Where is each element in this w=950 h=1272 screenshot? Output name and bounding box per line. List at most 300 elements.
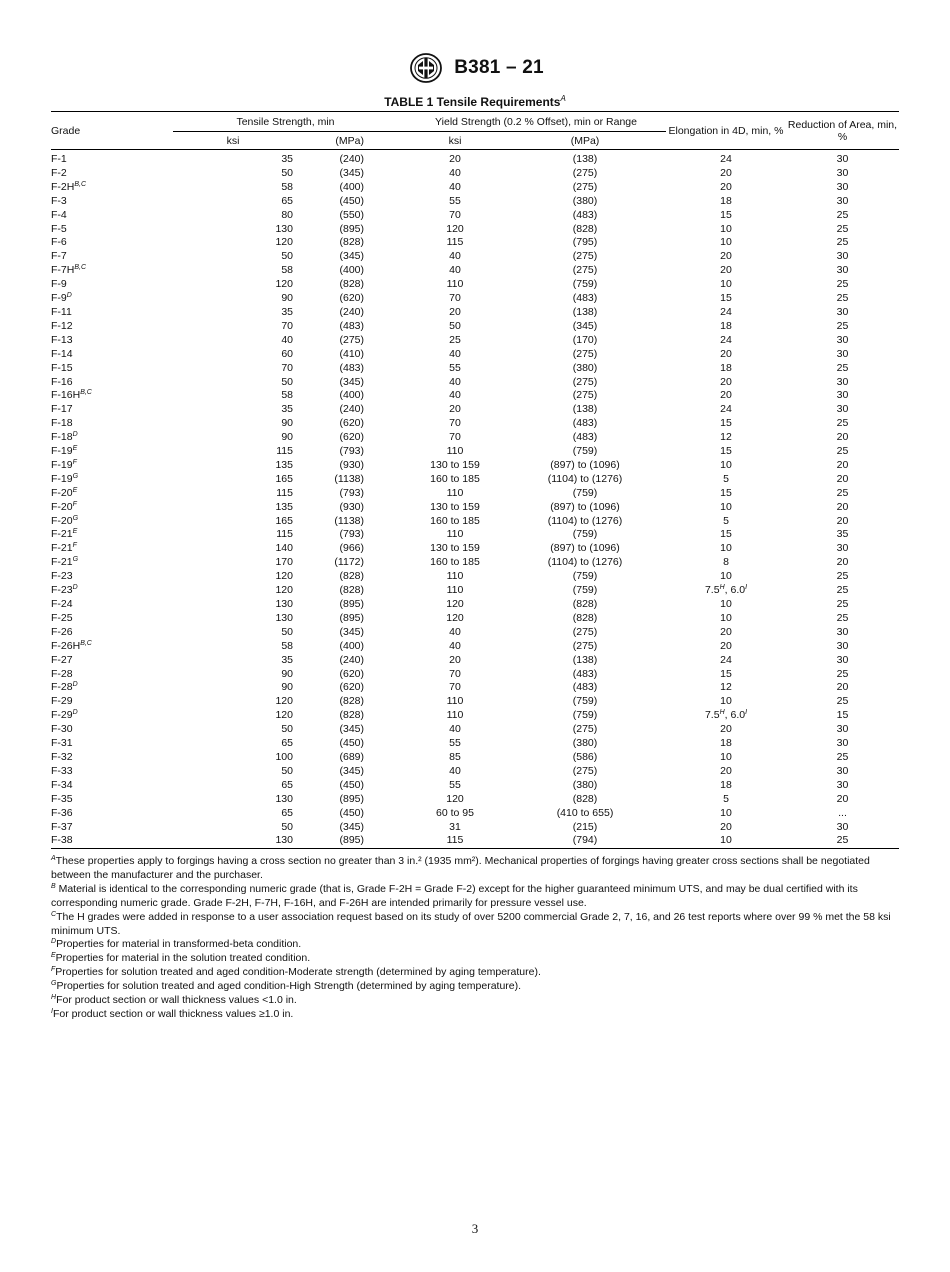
cell-yield-mpa	[504, 779, 666, 793]
tensile-mpa-value: (620)	[339, 431, 364, 444]
table-row	[51, 709, 899, 723]
yield-ksi-value: 110	[446, 570, 464, 583]
cell-grade	[51, 807, 173, 821]
elongation-value: 10	[720, 598, 732, 610]
cell-yield-ksi	[406, 334, 504, 348]
yield-ksi-value: 110	[446, 709, 464, 722]
elongation-value: 15	[720, 528, 732, 541]
grade-label: F-30	[51, 723, 73, 736]
cell-grade	[51, 459, 173, 473]
reduction-of-area-value: ...	[838, 806, 847, 819]
cell-tensile-ksi	[173, 150, 293, 167]
cell-reduction-of-area	[786, 403, 899, 417]
grade-label: F-17	[51, 403, 73, 416]
tensile-ksi-value: 120	[275, 709, 293, 722]
yield-ksi-value: 110	[446, 445, 464, 458]
yield-ksi-value: 40	[449, 250, 461, 263]
reduction-of-area-value: 30	[836, 542, 849, 555]
cell-elongation	[666, 598, 786, 612]
yield-mpa-value: (275)	[572, 723, 598, 736]
cell-tensile-mpa	[293, 417, 406, 431]
cell-yield-mpa	[504, 487, 666, 501]
cell-tensile-ksi	[173, 487, 293, 501]
cell-grade	[51, 150, 173, 167]
table-row	[51, 306, 899, 320]
cell-reduction-of-area	[786, 626, 899, 640]
elongation-value: 5	[723, 514, 729, 527]
reduction-of-area-value: 25	[836, 570, 849, 583]
cell-reduction-of-area	[786, 556, 899, 570]
table-row	[51, 751, 899, 765]
grade-label: F-32	[51, 750, 73, 763]
elongation-value: 10	[720, 611, 732, 624]
yield-ksi-value: 70	[449, 208, 461, 221]
tensile-ksi-value: 50	[281, 625, 293, 638]
tensile-mpa-value: (689)	[339, 750, 364, 763]
reduction-of-area-value: 30	[836, 180, 849, 193]
yield-mpa-value: (828)	[572, 222, 598, 235]
cell-tensile-ksi	[173, 779, 293, 793]
yield-mpa-value: (483)	[572, 208, 598, 221]
grade-footnote-mark: B,C	[74, 180, 87, 188]
table-row	[51, 584, 899, 598]
table-row	[51, 779, 899, 793]
yield-ksi-value: 20	[449, 653, 461, 666]
tensile-ksi-value: 130	[275, 834, 293, 847]
elongation-value: 24	[720, 153, 732, 165]
reduction-of-area-value: 30	[836, 403, 849, 416]
cell-elongation	[666, 278, 786, 292]
yield-mpa-value: (483)	[572, 292, 598, 305]
elongation-value: 20	[720, 820, 732, 833]
table-row	[51, 793, 899, 807]
footnote-mark: B	[51, 882, 56, 890]
reduction-of-area-value: 25	[836, 834, 849, 847]
yield-ksi-value: 40	[449, 625, 461, 638]
cell-yield-mpa	[504, 320, 666, 334]
elongation-value: 10	[720, 222, 732, 235]
reduction-of-area-value: 30	[836, 737, 849, 750]
cell-reduction-of-area	[786, 612, 899, 626]
cell-elongation	[666, 223, 786, 237]
yield-ksi-value: 110	[446, 584, 464, 597]
yield-ksi-value: 40	[449, 723, 461, 736]
cell-elongation	[666, 459, 786, 473]
cell-tensile-mpa	[293, 320, 406, 334]
cell-elongation	[666, 723, 786, 737]
cell-tensile-ksi	[173, 306, 293, 320]
cell-grade	[51, 473, 173, 487]
cell-reduction-of-area	[786, 668, 899, 682]
table-row	[51, 515, 899, 529]
cell-grade	[51, 626, 173, 640]
cell-grade	[51, 389, 173, 403]
cell-reduction-of-area	[786, 167, 899, 181]
cell-elongation	[666, 167, 786, 181]
cell-reduction-of-area	[786, 640, 899, 654]
reduction-of-area-value: 25	[836, 361, 849, 374]
cell-yield-ksi	[406, 389, 504, 403]
grade-label: F-5	[51, 222, 67, 235]
cell-grade	[51, 348, 173, 362]
table-row	[51, 376, 899, 390]
yield-mpa-value: (275)	[572, 764, 598, 777]
grade-label: F-37	[51, 820, 73, 833]
grade-label: F-4	[51, 208, 67, 221]
document-header	[0, 52, 950, 84]
cell-tensile-mpa	[293, 668, 406, 682]
cell-yield-ksi	[406, 250, 504, 264]
elongation-value: 15	[720, 208, 732, 221]
yield-ksi-value: 130 to 159	[430, 542, 480, 555]
tensile-mpa-value: (828)	[339, 709, 364, 722]
cell-grade	[51, 528, 173, 542]
grade-label: F-7H	[51, 264, 75, 277]
footnote	[51, 1008, 901, 1022]
cell-yield-mpa	[504, 542, 666, 556]
cell-tensile-mpa	[293, 723, 406, 737]
cell-elongation	[666, 515, 786, 529]
cell-tensile-mpa	[293, 779, 406, 793]
cell-elongation	[666, 348, 786, 362]
cell-tensile-mpa	[293, 570, 406, 584]
reduction-of-area-value: 30	[836, 194, 849, 207]
cell-reduction-of-area	[786, 223, 899, 237]
cell-grade	[51, 668, 173, 682]
cell-reduction-of-area	[786, 250, 899, 264]
reduction-of-area-value: 30	[836, 375, 849, 388]
cell-elongation	[666, 473, 786, 487]
cell-yield-mpa	[504, 515, 666, 529]
cell-grade	[51, 195, 173, 209]
grade-label: F-16H	[51, 389, 81, 402]
reduction-of-area-value: 30	[836, 264, 849, 277]
yield-mpa-value: (483)	[572, 681, 598, 694]
column-header-elongation: Elongation in 4D, min, %	[668, 124, 784, 137]
footnote	[51, 938, 901, 952]
cell-yield-ksi	[406, 264, 504, 278]
cell-yield-mpa	[504, 209, 666, 223]
elongation-value: 24	[720, 653, 732, 666]
reduction-of-area-value: 20	[836, 792, 849, 805]
cell-grade	[51, 250, 173, 264]
table-row	[51, 737, 899, 751]
elongation-value: 10	[720, 236, 732, 249]
table-row	[51, 654, 899, 668]
grade-label: F-11	[51, 305, 72, 318]
yield-mpa-value: (759)	[572, 445, 598, 458]
table-row	[51, 236, 899, 250]
yield-ksi-value: 40	[449, 264, 461, 277]
tensile-mpa-value: (400)	[339, 389, 364, 402]
footnote-text: Material is identical to the corresponding numeric grade (that is, Grade F-2H = Grade F-2) except for the higher guaranteed minimum UTS, and may be dual certified with its corresponding numeric grade. Grade F-2H, F-7H, F-16H, and F-26H are intended primarily for pressure vessel use.	[51, 882, 858, 909]
reduction-of-area-value: 25	[836, 584, 849, 597]
cell-yield-mpa	[504, 654, 666, 668]
cell-tensile-ksi	[173, 723, 293, 737]
elongation-value: 18	[720, 361, 732, 374]
cell-elongation	[666, 195, 786, 209]
table-row	[51, 834, 899, 848]
cell-yield-ksi	[406, 167, 504, 181]
cell-reduction-of-area	[786, 751, 899, 765]
cell-tensile-ksi	[173, 556, 293, 570]
cell-elongation	[666, 695, 786, 709]
cell-yield-ksi	[406, 668, 504, 682]
table-row	[51, 264, 899, 278]
cell-elongation	[666, 431, 786, 445]
yield-ksi-value: 110	[446, 528, 464, 541]
grade-footnote-mark: G	[72, 472, 79, 480]
cell-yield-mpa	[504, 167, 666, 181]
cell-reduction-of-area	[786, 821, 899, 835]
cell-yield-ksi	[406, 654, 504, 668]
cell-tensile-ksi	[173, 348, 293, 362]
page-number: 3	[471, 1221, 479, 1236]
yield-ksi-value: 160 to 185	[430, 472, 480, 485]
cell-tensile-ksi	[173, 598, 293, 612]
yield-mpa-value: (1104) to (1276)	[547, 472, 623, 485]
grade-footnote-mark: D	[72, 709, 78, 717]
table-title: TABLE 1 Tensile Requirements$^A$	[384, 94, 566, 109]
cell-reduction-of-area	[786, 195, 899, 209]
tensile-mpa-value: (240)	[339, 305, 364, 318]
cell-yield-mpa	[504, 556, 666, 570]
cell-yield-mpa	[504, 389, 666, 403]
cell-tensile-ksi	[173, 403, 293, 417]
grade-label: F-20	[51, 486, 73, 499]
table-body	[51, 150, 899, 849]
cell-yield-mpa	[504, 626, 666, 640]
reduction-of-area-value: 30	[836, 778, 849, 791]
cell-reduction-of-area	[786, 292, 899, 306]
cell-tensile-mpa	[293, 334, 406, 348]
cell-yield-ksi	[406, 417, 504, 431]
cell-grade	[51, 487, 173, 501]
elongation-value: 10	[720, 806, 732, 819]
cell-tensile-ksi	[173, 431, 293, 445]
column-header-grade: Grade	[51, 124, 81, 137]
tensile-ksi-value: 90	[281, 417, 293, 430]
elongation-value: 15	[720, 667, 732, 680]
yield-ksi-value: 160 to 185	[430, 514, 480, 527]
cell-reduction-of-area	[786, 348, 899, 362]
table-footnotes	[51, 855, 901, 1022]
reduction-of-area-value: 30	[836, 347, 849, 360]
tensile-ksi-value: 35	[281, 403, 293, 416]
cell-yield-ksi	[406, 362, 504, 376]
grade-label: F-26H	[51, 639, 81, 652]
grade-footnote-mark: G	[72, 556, 79, 564]
tensile-mpa-value: (240)	[339, 403, 364, 416]
yield-mpa-value: (759)	[572, 528, 598, 541]
cell-grade	[51, 403, 173, 417]
grade-footnote-mark: G	[72, 514, 79, 522]
reduction-of-area-value: 30	[836, 625, 849, 638]
cell-yield-ksi	[406, 501, 504, 515]
cell-yield-ksi	[406, 584, 504, 598]
footnote	[51, 911, 901, 939]
cell-yield-mpa	[504, 403, 666, 417]
cell-yield-mpa	[504, 445, 666, 459]
cell-yield-mpa	[504, 737, 666, 751]
reduction-of-area-value: 20	[836, 556, 849, 569]
elongation-footnote-mark: H	[719, 584, 725, 592]
grade-label: F-29	[51, 709, 73, 722]
reduction-of-area-value: 30	[836, 166, 849, 179]
cell-elongation	[666, 668, 786, 682]
cell-yield-ksi	[406, 695, 504, 709]
tensile-ksi-value: 90	[281, 667, 293, 680]
elongation-value: 20	[720, 250, 732, 263]
cell-reduction-of-area	[786, 695, 899, 709]
yield-mpa-value: (794)	[572, 834, 598, 847]
yield-ksi-value: 110	[446, 278, 464, 291]
tensile-ksi-value: 100	[275, 750, 293, 763]
reduction-of-area-value: 30	[836, 653, 849, 666]
cell-tensile-ksi	[173, 821, 293, 835]
table-row	[51, 292, 899, 306]
footnote	[51, 952, 901, 966]
table-row	[51, 445, 899, 459]
tensile-ksi-value: 65	[281, 806, 293, 819]
cell-yield-mpa	[504, 793, 666, 807]
reduction-of-area-value: 20	[836, 431, 849, 444]
tensile-ksi-value: 50	[281, 723, 293, 736]
cell-tensile-ksi	[173, 681, 293, 695]
cell-yield-mpa	[504, 528, 666, 542]
reduction-of-area-value: 25	[836, 222, 849, 235]
tensile-ksi-value: 130	[275, 598, 293, 610]
cell-tensile-mpa	[293, 640, 406, 654]
cell-tensile-ksi	[173, 250, 293, 264]
cell-yield-mpa	[504, 681, 666, 695]
tensile-ksi-value: 58	[281, 639, 293, 652]
grade-label: F-25	[51, 611, 73, 624]
cell-grade	[51, 264, 173, 278]
reduction-of-area-value: 30	[836, 639, 849, 652]
tensile-ksi-value: 90	[281, 681, 293, 694]
tensile-mpa-value: (345)	[339, 625, 364, 638]
cell-elongation	[666, 501, 786, 515]
footnote	[51, 883, 901, 911]
cell-reduction-of-area	[786, 362, 899, 376]
cell-yield-mpa	[504, 765, 666, 779]
reduction-of-area-value: 25	[836, 236, 849, 249]
cell-yield-mpa	[504, 709, 666, 723]
tensile-mpa-value: (793)	[339, 445, 364, 458]
table-row	[51, 542, 899, 556]
footnote	[51, 966, 901, 980]
cell-yield-ksi	[406, 292, 504, 306]
cell-yield-ksi	[406, 445, 504, 459]
grade-label: F-9	[51, 278, 67, 291]
yield-mpa-value: (759)	[572, 695, 598, 708]
reduction-of-area-value: 30	[836, 820, 849, 833]
footnote-text: These properties apply to forgings having a cross section no greater than 3 in.² (1935 mm²). Mechanical properties of forgings having greater cross sections shall be negotiated between the manufacturer and the purchaser.	[51, 855, 870, 881]
elongation-value: 15	[720, 445, 732, 458]
cell-elongation	[666, 487, 786, 501]
cell-elongation	[666, 250, 786, 264]
table-row	[51, 150, 899, 167]
cell-yield-mpa	[504, 195, 666, 209]
cell-reduction-of-area	[786, 542, 899, 556]
reduction-of-area-value: 25	[836, 486, 849, 499]
yield-ksi-value: 20	[449, 153, 461, 165]
elongation-value: 10	[720, 278, 732, 291]
cell-tensile-mpa	[293, 264, 406, 278]
tensile-mpa-value: (483)	[339, 319, 364, 332]
cell-elongation	[666, 570, 786, 584]
footnote	[51, 980, 901, 994]
cell-reduction-of-area	[786, 515, 899, 529]
cell-yield-ksi	[406, 779, 504, 793]
table-row	[51, 209, 899, 223]
table-row	[51, 320, 899, 334]
footnote-mark: H	[51, 994, 57, 1002]
cell-reduction-of-area	[786, 417, 899, 431]
grade-label: F-26	[51, 625, 73, 638]
cell-grade	[51, 223, 173, 237]
elongation-value: 8	[723, 556, 729, 569]
cell-elongation	[666, 765, 786, 779]
cell-yield-ksi	[406, 306, 504, 320]
cell-tensile-ksi	[173, 334, 293, 348]
cell-tensile-ksi	[173, 515, 293, 529]
grade-footnote-mark: D	[72, 681, 78, 689]
grade-label: F-9	[51, 292, 67, 305]
footnote-text: Properties for material in transformed-beta condition.	[56, 938, 302, 951]
elongation-footnote-mark: I	[745, 584, 748, 592]
table-row	[51, 167, 899, 181]
cell-reduction-of-area	[786, 376, 899, 390]
cell-yield-mpa	[504, 751, 666, 765]
elongation-value: 20	[720, 764, 732, 777]
tensile-ksi-value: 70	[281, 319, 293, 332]
tensile-ksi-value: 165	[275, 472, 293, 485]
astm-logo-icon	[406, 52, 446, 84]
cell-yield-ksi	[406, 834, 504, 848]
reduction-of-area-value: 20	[836, 472, 849, 485]
unit-header-yield-mpa: (MPa)	[570, 134, 600, 147]
reduction-of-area-value: 30	[836, 764, 849, 777]
cell-grade	[51, 278, 173, 292]
footnote-mark: E	[51, 952, 56, 960]
grade-label: F-21	[51, 542, 73, 555]
yield-ksi-value: 160 to 185	[430, 556, 480, 569]
grade-label: F-18	[51, 431, 73, 444]
elongation-value: 20	[720, 639, 732, 652]
tensile-ksi-value: 90	[281, 292, 293, 305]
cell-tensile-ksi	[173, 362, 293, 376]
yield-mpa-value: (483)	[572, 417, 598, 430]
cell-grade	[51, 556, 173, 570]
table-row	[51, 362, 899, 376]
tensile-mpa-value: (930)	[339, 458, 364, 471]
yield-mpa-value: (170)	[572, 333, 598, 346]
reduction-of-area-value: 30	[836, 389, 849, 402]
footnote-text: The H grades were added in response to a user association request based on its study of over 5200 commercial Grade 2, 7, 16, and 26 test reports where over 99 % met the 58 ksi minimum UTS.	[51, 910, 891, 937]
grade-footnote-mark: D	[72, 431, 78, 439]
cell-tensile-ksi	[173, 459, 293, 473]
tensile-ksi-value: 80	[281, 208, 293, 221]
elongation-value: 10	[720, 500, 732, 513]
yield-ksi-value: 55	[449, 737, 461, 750]
tensile-ksi-value: 90	[281, 431, 293, 444]
elongation-value: 10	[720, 750, 732, 763]
reduction-of-area-value: 25	[836, 667, 849, 680]
tensile-ksi-value: 170	[275, 556, 293, 569]
tensile-ksi-value: 120	[275, 584, 293, 597]
